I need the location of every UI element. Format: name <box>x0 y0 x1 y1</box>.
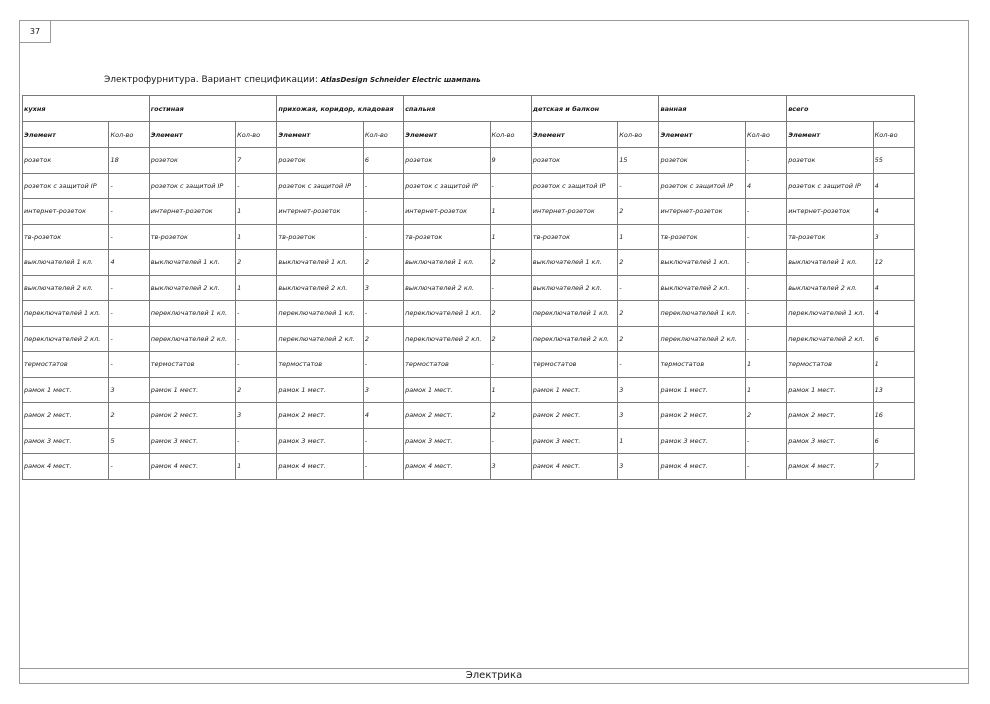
qty-cell: 18 <box>109 148 149 174</box>
item-name-cell: термостатов <box>23 352 109 378</box>
qty-cell: - <box>109 173 149 199</box>
qty-cell: 1 <box>236 224 277 250</box>
qty-cell: - <box>490 428 531 454</box>
qty-cell: - <box>236 326 277 352</box>
item-name-cell: рамок 3 мест. <box>531 428 617 454</box>
qty-cell: 2 <box>490 403 531 429</box>
qty-cell: 2 <box>109 403 149 429</box>
item-name-cell: выключателей 1 кл. <box>787 250 873 276</box>
item-name-cell: выключателей 1 кл. <box>531 250 617 276</box>
item-name-cell: рамок 3 мест. <box>404 428 490 454</box>
qty-cell: 3 <box>490 454 531 480</box>
qty-cell: - <box>109 301 149 327</box>
table-row <box>23 454 915 480</box>
column-header-row <box>23 122 915 148</box>
column-header-qty: Кол-во <box>363 122 403 148</box>
item-name-cell: рамок 1 мест. <box>659 377 745 403</box>
item-name-cell: рамок 2 мест. <box>404 403 490 429</box>
item-name-cell: розеток с защитой IP <box>149 173 235 199</box>
item-name-cell: тв-розеток <box>404 224 490 250</box>
qty-cell: 13 <box>873 377 914 403</box>
qty-cell: 7 <box>873 454 914 480</box>
item-name-cell: интернет-розеток <box>23 199 109 225</box>
qty-cell: - <box>363 454 403 480</box>
qty-cell: - <box>363 428 403 454</box>
room-header: детская и балкон <box>531 96 659 122</box>
specification-table <box>22 95 915 480</box>
column-header-qty: Кол-во <box>873 122 914 148</box>
qty-cell: - <box>745 275 786 301</box>
item-name-cell: термостатов <box>404 352 490 378</box>
qty-cell: 1 <box>490 377 531 403</box>
column-header-element: Элемент <box>787 122 873 148</box>
item-name-cell: переключателей 2 кл. <box>149 326 235 352</box>
qty-cell: 1 <box>873 352 914 378</box>
item-name-cell: розеток <box>659 148 745 174</box>
item-name-cell: интернет-розеток <box>531 199 617 225</box>
column-header-element: Элемент <box>659 122 745 148</box>
item-name-cell: рамок 1 мест. <box>404 377 490 403</box>
qty-cell: 9 <box>490 148 531 174</box>
qty-cell: - <box>109 199 149 225</box>
qty-cell: 2 <box>363 250 403 276</box>
item-name-cell: выключателей 2 кл. <box>404 275 490 301</box>
item-name-cell: рамок 2 мест. <box>531 403 617 429</box>
item-name-cell: термостатов <box>531 352 617 378</box>
qty-cell: 7 <box>236 148 277 174</box>
item-name-cell: переключателей 2 кл. <box>531 326 617 352</box>
item-name-cell: интернет-розеток <box>149 199 235 225</box>
item-name-cell: интернет-розеток <box>787 199 873 225</box>
item-name-cell: термостатов <box>277 352 363 378</box>
qty-cell: 2 <box>618 250 659 276</box>
item-name-cell: выключателей 1 кл. <box>23 250 109 276</box>
room-header: гостиная <box>149 96 277 122</box>
qty-cell: - <box>363 173 403 199</box>
table-row <box>23 224 915 250</box>
column-header-element: Элемент <box>277 122 363 148</box>
room-header: спальня <box>404 96 532 122</box>
item-name-cell: рамок 1 мест. <box>787 377 873 403</box>
qty-cell: 2 <box>236 377 277 403</box>
qty-cell: 6 <box>873 428 914 454</box>
qty-cell: - <box>745 428 786 454</box>
item-name-cell: розеток с защитой IP <box>404 173 490 199</box>
item-name-cell: рамок 3 мест. <box>659 428 745 454</box>
qty-cell: 3 <box>363 377 403 403</box>
item-name-cell: розеток с защитой IP <box>659 173 745 199</box>
item-name-cell: розеток <box>149 148 235 174</box>
room-header-row <box>23 96 915 122</box>
item-name-cell: рамок 3 мест. <box>787 428 873 454</box>
qty-cell: - <box>618 173 659 199</box>
column-header-element: Элемент <box>149 122 235 148</box>
item-name-cell: рамок 2 мест. <box>277 403 363 429</box>
item-name-cell: термостатов <box>787 352 873 378</box>
item-name-cell: тв-розеток <box>659 224 745 250</box>
qty-cell: - <box>745 250 786 276</box>
qty-cell: - <box>618 275 659 301</box>
room-header: ванная <box>659 96 787 122</box>
qty-cell: 3 <box>236 403 277 429</box>
qty-cell: - <box>109 275 149 301</box>
qty-cell: 6 <box>363 148 403 174</box>
qty-cell: - <box>745 301 786 327</box>
qty-cell: 4 <box>363 403 403 429</box>
qty-cell: - <box>363 352 403 378</box>
item-name-cell: рамок 1 мест. <box>149 377 235 403</box>
qty-cell: 4 <box>873 275 914 301</box>
item-name-cell: рамок 3 мест. <box>23 428 109 454</box>
item-name-cell: рамок 3 мест. <box>277 428 363 454</box>
item-name-cell: выключателей 1 кл. <box>404 250 490 276</box>
item-name-cell: выключателей 2 кл. <box>23 275 109 301</box>
qty-cell: 2 <box>490 301 531 327</box>
table-row <box>23 352 915 378</box>
item-name-cell: переключателей 1 кл. <box>149 301 235 327</box>
table-row <box>23 301 915 327</box>
qty-cell: 1 <box>236 275 277 301</box>
qty-cell: 1 <box>745 352 786 378</box>
qty-cell: - <box>618 352 659 378</box>
qty-cell: - <box>745 454 786 480</box>
item-name-cell: рамок 1 мест. <box>23 377 109 403</box>
qty-cell: 2 <box>490 250 531 276</box>
qty-cell: 16 <box>873 403 914 429</box>
qty-cell: 2 <box>618 199 659 225</box>
item-name-cell: рамок 4 мест. <box>23 454 109 480</box>
item-name-cell: розеток <box>787 148 873 174</box>
item-name-cell: рамок 2 мест. <box>659 403 745 429</box>
item-name-cell: розеток с защитой IP <box>277 173 363 199</box>
item-name-cell: переключателей 1 кл. <box>277 301 363 327</box>
item-name-cell: переключателей 1 кл. <box>787 301 873 327</box>
qty-cell: 3 <box>618 403 659 429</box>
item-name-cell: розеток с защитой IP <box>531 173 617 199</box>
qty-cell: - <box>745 326 786 352</box>
qty-cell: 4 <box>873 301 914 327</box>
qty-cell: 1 <box>490 199 531 225</box>
qty-cell: 3 <box>363 275 403 301</box>
item-name-cell: интернет-розеток <box>659 199 745 225</box>
item-name-cell: термостатов <box>149 352 235 378</box>
qty-cell: - <box>745 224 786 250</box>
qty-cell: 4 <box>109 250 149 276</box>
qty-cell: 6 <box>873 326 914 352</box>
item-name-cell: рамок 4 мест. <box>277 454 363 480</box>
qty-cell: - <box>236 428 277 454</box>
item-name-cell: интернет-розеток <box>277 199 363 225</box>
table-row <box>23 148 915 174</box>
item-name-cell: тв-розеток <box>277 224 363 250</box>
qty-cell: 1 <box>490 224 531 250</box>
qty-cell: 5 <box>109 428 149 454</box>
item-name-cell: рамок 4 мест. <box>404 454 490 480</box>
qty-cell: 2 <box>618 301 659 327</box>
item-name-cell: тв-розеток <box>149 224 235 250</box>
qty-cell: - <box>745 148 786 174</box>
item-name-cell: тв-розеток <box>531 224 617 250</box>
qty-cell: 4 <box>745 173 786 199</box>
item-name-cell: интернет-розеток <box>404 199 490 225</box>
item-name-cell: рамок 4 мест. <box>787 454 873 480</box>
item-name-cell: переключателей 2 кл. <box>787 326 873 352</box>
column-header-qty: Кол-во <box>490 122 531 148</box>
qty-cell: 3 <box>109 377 149 403</box>
item-name-cell: выключателей 2 кл. <box>277 275 363 301</box>
item-name-cell: выключателей 2 кл. <box>149 275 235 301</box>
item-name-cell: выключателей 2 кл. <box>531 275 617 301</box>
qty-cell: 1 <box>618 428 659 454</box>
qty-cell: 3 <box>618 454 659 480</box>
item-name-cell: тв-розеток <box>23 224 109 250</box>
qty-cell: - <box>109 326 149 352</box>
item-name-cell: розеток с защитой IP <box>23 173 109 199</box>
item-name-cell: рамок 3 мест. <box>149 428 235 454</box>
qty-cell: 3 <box>618 377 659 403</box>
table-row <box>23 199 915 225</box>
qty-cell: - <box>236 352 277 378</box>
qty-cell: 12 <box>873 250 914 276</box>
qty-cell: - <box>109 454 149 480</box>
item-name-cell: рамок 2 мест. <box>787 403 873 429</box>
page-number: 37 <box>19 20 51 43</box>
table-row <box>23 173 915 199</box>
qty-cell: - <box>490 352 531 378</box>
qty-cell: 4 <box>873 199 914 225</box>
column-header-qty: Кол-во <box>109 122 149 148</box>
column-header-qty: Кол-во <box>236 122 277 148</box>
item-name-cell: рамок 2 мест. <box>23 403 109 429</box>
column-header-element: Элемент <box>404 122 490 148</box>
column-header-qty: Кол-во <box>745 122 786 148</box>
footer-title: Электрика <box>465 670 523 681</box>
item-name-cell: переключателей 2 кл. <box>404 326 490 352</box>
item-name-cell: рамок 4 мест. <box>659 454 745 480</box>
item-name-cell: переключателей 1 кл. <box>531 301 617 327</box>
qty-cell: - <box>363 301 403 327</box>
item-name-cell: переключателей 2 кл. <box>277 326 363 352</box>
item-name-cell: розеток <box>404 148 490 174</box>
item-name-cell: переключателей 1 кл. <box>23 301 109 327</box>
item-name-cell: термостатов <box>659 352 745 378</box>
document-title <box>104 75 481 85</box>
item-name-cell: переключателей 1 кл. <box>404 301 490 327</box>
qty-cell: - <box>109 352 149 378</box>
qty-cell: - <box>363 199 403 225</box>
qty-cell: - <box>745 199 786 225</box>
item-name-cell: рамок 4 мест. <box>149 454 235 480</box>
qty-cell: - <box>490 173 531 199</box>
qty-cell: 1 <box>236 454 277 480</box>
item-name-cell: розеток <box>23 148 109 174</box>
column-header-qty: Кол-во <box>618 122 659 148</box>
qty-cell: 1 <box>236 199 277 225</box>
item-name-cell: выключателей 1 кл. <box>149 250 235 276</box>
qty-cell: 1 <box>745 377 786 403</box>
item-name-cell: переключателей 2 кл. <box>23 326 109 352</box>
qty-cell: - <box>490 275 531 301</box>
table-row <box>23 326 915 352</box>
qty-cell: 2 <box>363 326 403 352</box>
item-name-cell: тв-розеток <box>787 224 873 250</box>
item-name-cell: выключателей 1 кл. <box>277 250 363 276</box>
qty-cell: 2 <box>618 326 659 352</box>
item-name-cell: рамок 4 мест. <box>531 454 617 480</box>
item-name-cell: выключателей 1 кл. <box>659 250 745 276</box>
table-row <box>23 377 915 403</box>
qty-cell: 15 <box>618 148 659 174</box>
qty-cell: 2 <box>236 250 277 276</box>
item-name-cell: переключателей 1 кл. <box>659 301 745 327</box>
qty-cell: - <box>236 301 277 327</box>
item-name-cell: выключателей 2 кл. <box>787 275 873 301</box>
qty-cell: 2 <box>490 326 531 352</box>
table-row <box>23 275 915 301</box>
item-name-cell: розеток <box>531 148 617 174</box>
item-name-cell: розеток с защитой IP <box>787 173 873 199</box>
title-prefix: Электрофурнитура. Вариант спецификации: <box>104 75 321 85</box>
qty-cell: 55 <box>873 148 914 174</box>
column-header-element: Элемент <box>23 122 109 148</box>
table-row <box>23 250 915 276</box>
item-name-cell: рамок 1 мест. <box>531 377 617 403</box>
column-header-element: Элемент <box>531 122 617 148</box>
qty-cell: - <box>109 224 149 250</box>
room-header: всего <box>787 96 915 122</box>
title-spec: AtlasDesign Schneider Electric шампань <box>320 76 481 84</box>
qty-cell: 4 <box>873 173 914 199</box>
item-name-cell: выключателей 2 кл. <box>659 275 745 301</box>
room-header: кухня <box>23 96 150 122</box>
qty-cell: - <box>236 173 277 199</box>
table-row <box>23 403 915 429</box>
qty-cell: 3 <box>873 224 914 250</box>
item-name-cell: рамок 1 мест. <box>277 377 363 403</box>
item-name-cell: переключателей 2 кл. <box>659 326 745 352</box>
qty-cell: 1 <box>618 224 659 250</box>
item-name-cell: розеток <box>277 148 363 174</box>
room-header: прихожая, коридор, кладовая <box>277 96 404 122</box>
item-name-cell: рамок 2 мест. <box>149 403 235 429</box>
qty-cell: - <box>363 224 403 250</box>
table-row <box>23 428 915 454</box>
qty-cell: 2 <box>745 403 786 429</box>
